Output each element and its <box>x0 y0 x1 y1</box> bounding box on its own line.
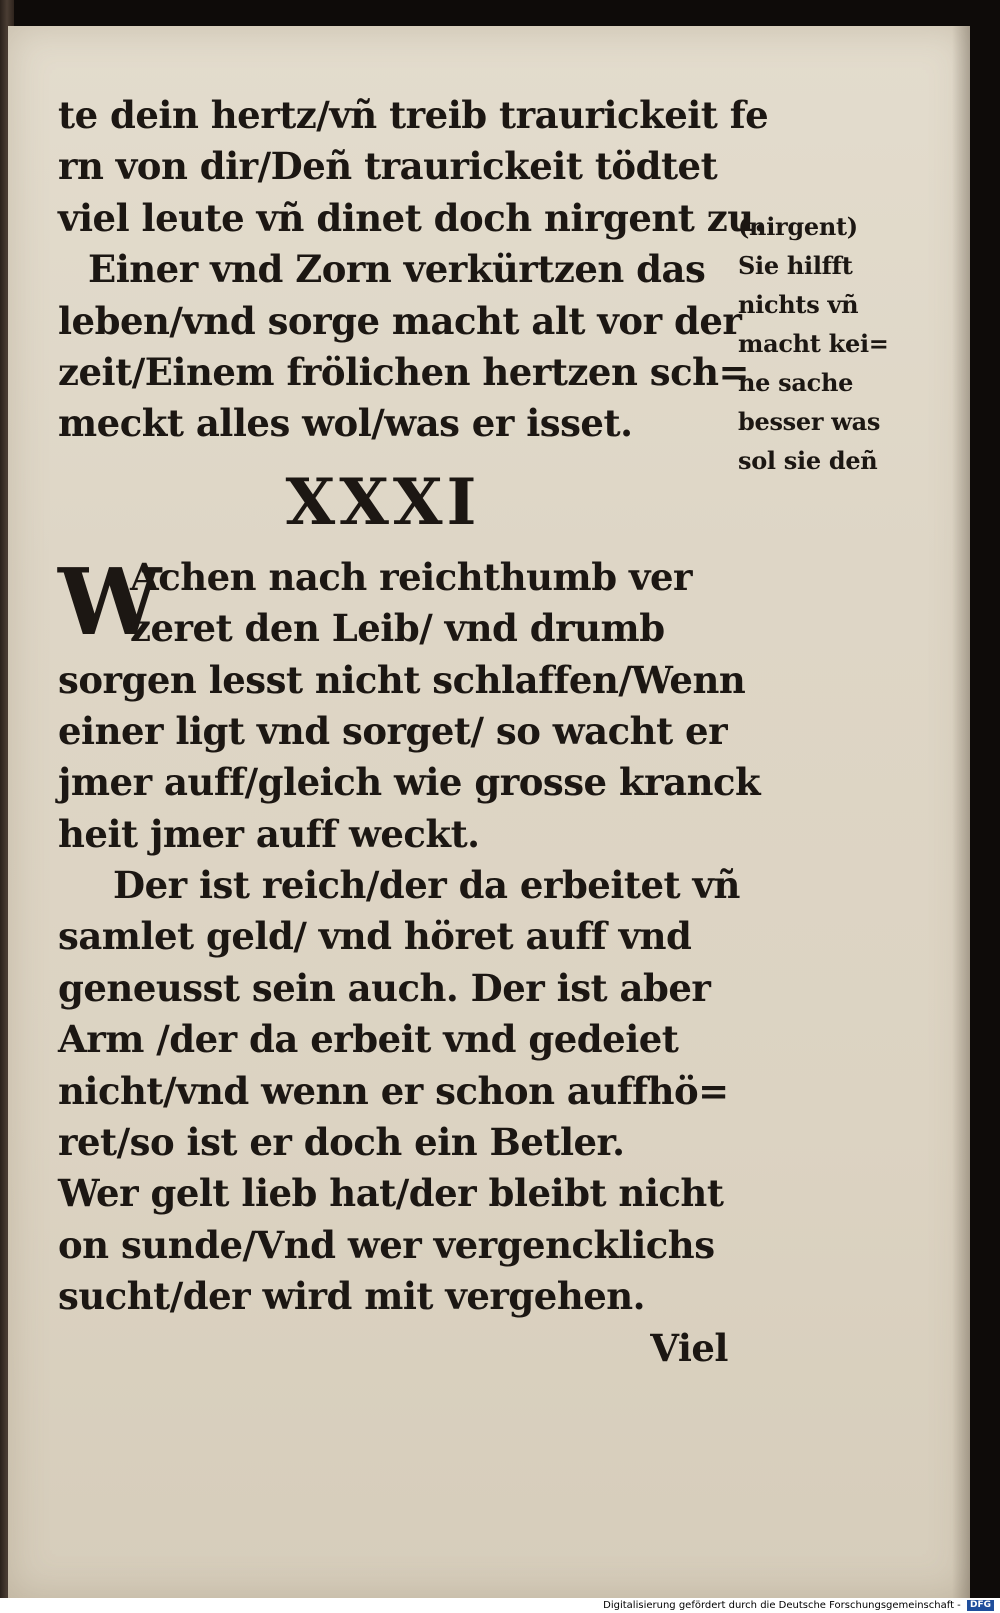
text-line: Wer gelt lieb hat/der bleibt nicht <box>58 1171 724 1216</box>
text-line: viel leute vñ dinet doch nirgent zu. <box>58 195 767 240</box>
chapter-heading: XXXI <box>285 464 481 540</box>
text-line: sorgen lesst nicht schlaffen/Wenn <box>58 657 746 702</box>
text-line: leben/vnd sorge macht alt vor der <box>58 298 742 343</box>
catchword: Viel <box>650 1325 728 1370</box>
text-line: zeit/Einem frölichen hertzen sch= <box>58 349 750 394</box>
text-line: einer ligt vnd sorget/ so wacht er <box>58 708 728 753</box>
margin-note-line: nichts vñ <box>738 290 859 319</box>
margin-note <box>738 207 898 480</box>
text-line: on sunde/Vnd wer vergencklichs <box>58 1222 715 1267</box>
margin-note-line: macht kei= <box>738 329 889 358</box>
dfg-logo-icon[interactable]: DFG <box>967 1600 994 1611</box>
text-line: Der ist reich/der da erbeitet vñ <box>113 863 740 908</box>
margin-note-line: sol sie deñ <box>738 446 878 475</box>
page-gutter-shadow <box>952 26 970 1598</box>
text-line: zeret den Leib/ vnd drumb <box>130 606 665 651</box>
footer-credit <box>603 1598 994 1613</box>
text-line: ret/so ist er doch ein Betler. <box>58 1120 625 1165</box>
drop-cap: W <box>58 547 161 656</box>
margin-note-line: besser was <box>738 407 881 436</box>
text-line: Arm /der da erbeit vnd gedeiet <box>58 1017 679 1062</box>
text-line: te dein hertz/vñ treib traurickeit fe <box>58 93 769 137</box>
text-line: Achen nach reichthumb ver <box>130 554 692 599</box>
margin-note-line: ne sache <box>738 368 854 397</box>
text-line: meckt alles wol/was er isset. <box>58 401 633 446</box>
text-line: samlet geld/ vnd höret auff vnd <box>58 914 692 959</box>
text-line: nicht/vnd wenn er schon auffhö= <box>58 1068 729 1113</box>
text-line: geneusst sein auch. Der ist aber <box>58 965 711 1010</box>
text-line: jmer auff/gleich wie grosse kranck <box>58 760 761 805</box>
margin-note-line: Sie hilfft <box>738 251 853 280</box>
text-line: rn von dir/Deñ traurickeit tödtet <box>58 144 718 189</box>
funding-credit-text: Digitalisierung gefördert durch die Deutsche Forschungsgemeinschaft - <box>603 1600 961 1611</box>
body-text <box>58 90 769 1374</box>
text-line: Einer vnd Zorn verkürtzen das <box>88 247 706 292</box>
text-line: heit jmer auff weckt. <box>58 811 480 856</box>
margin-note-line: (nirgent) <box>738 212 858 241</box>
initial-line-2 <box>58 603 748 654</box>
text-line: sucht/der wird mit vergehen. <box>58 1274 646 1319</box>
